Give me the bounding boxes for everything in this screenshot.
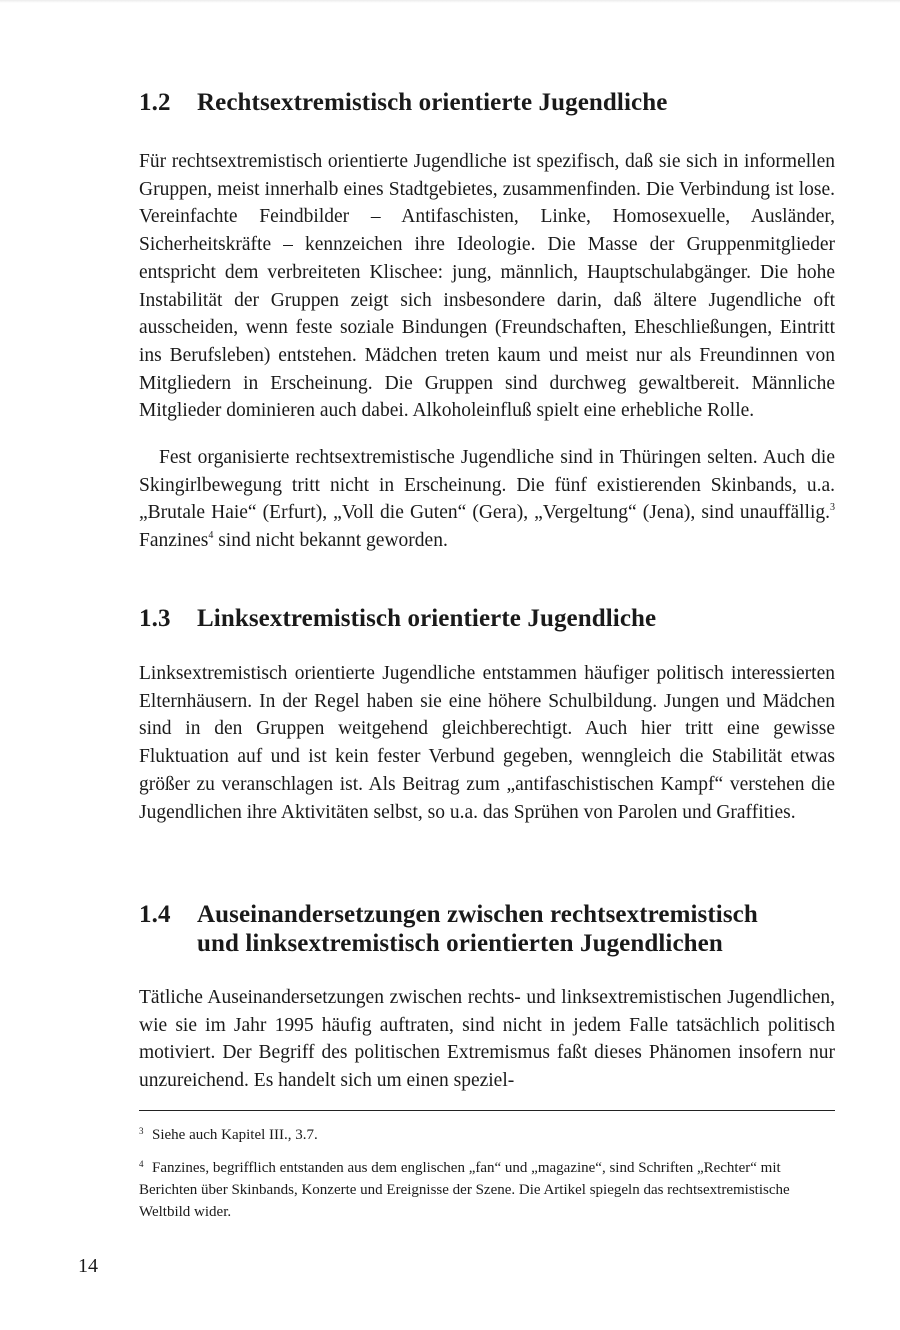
section-heading-1-4	[139, 900, 859, 958]
paragraph	[139, 444, 835, 555]
section-heading-1-3	[139, 604, 859, 633]
section-number: 1.3	[139, 605, 171, 632]
footnote-ref: 3	[830, 502, 835, 514]
section-title	[197, 900, 837, 958]
footnote-divider	[139, 1110, 835, 1111]
footnote-text: Siehe auch Kapitel III., 3.7.	[152, 1127, 318, 1143]
paragraph: Für rechtsextremistisch orientierte Jugendliche ist spezifisch, daß sie sich in informellen Gruppen, meist innerhalb eines Stadtgebietes, zusammenfinden. Die Verbindung ist lose. Vereinfachte Feindbilder – Antifaschisten, Linke, Homosexuelle, Ausländer, Sicherheitskräfte – kennzeichen ihre Ideologie. Die Masse der Gruppenmitglieder entspricht dem verbreiteten Klischee: jung, männlich, Hauptschulabgänger. Die hohe Instabilität der Gruppen zeigt sich insbesondere darin, daß ältere Jugendliche oft ausscheiden, wenn feste soziale Bindungen (Freundschaften, Eheschließungen, Eintritt ins Berufsleben) entstehen. Mädchen treten kaum und meist nur als Freundinnen von Mitgliedern in Erscheinung. Die Gruppen sind durchweg gewaltbereit. Männliche Mitglieder dominieren auch dabei. Alkoholeinfluß spielt eine erhebliche Rolle.	[139, 151, 835, 422]
footnote: 3 Siehe auch Kapitel III., 3.7.	[139, 1126, 318, 1143]
section-title: Rechtsextremistisch orientierte Jugendliche	[197, 89, 668, 116]
footnote-text: Fanzines, begrifflich entstanden aus dem englischen „fan“ und „magazine“, sind Schriften „Rechter“ mit Berichten über Skinbands, Konzerte und Ereignisse der Szene. Die Artikel spiegeln das rechtsextremistische Weltbild wider.	[139, 1160, 790, 1220]
paragraph: Tätliche Auseinandersetzungen zwischen rechts- und linksextremistischen Jugendlichen, wie sie im Jahr 1995 häufig auftraten, sind nicht in jedem Falle tatsächlich politisch motiviert. Der Begriff des politischen Extremismus faßt dieses Phänomen insofern nur unzureichend. Es handelt sich um einen speziel-	[139, 987, 835, 1092]
section-title: Linksextremistisch orientierte Jugendliche	[197, 605, 657, 632]
paragraph-text: Fest organisierte rechtsextremistische Jugendliche sind in Thüringen selten. Auch die Skingirlbewegung tritt nicht in Erscheinung. Die fünf existierenden Skinbands, u.a. „Brutale Haie“ (Erfurt), „Voll die Guten“ (Gera), „Vergeltung“ (Jena), sind unauffällig.	[139, 447, 835, 524]
footnote: 4 Fanzines, begrifflich entstanden aus dem englischen „fan“ und „magazine“, sind Schriften „Rechter“ mit Berichten über Skinbands, Konzerte und Ereignisse der Szene. Die Artikel spiegeln das rechtsextremistische Weltbild wider.	[139, 1159, 790, 1220]
section-heading-1-2	[139, 88, 859, 117]
paragraph-text: sind nicht bekannt geworden.	[213, 530, 448, 552]
page-number: 14	[78, 1255, 98, 1277]
page-top-edge	[0, 0, 900, 3]
paragraph: Linksextremistisch orientierte Jugendliche entstammen häufiger politisch interessierten Elternhäusern. In der Regel haben sie eine höhere Schulbildung. Jungen und Mädchen sind in den Gruppen weitgehend gleichberechtigt. Auch hier tritt eine gewisse Fluktuation auf und ist kein fester Verbund gegeben, wenngleich die Stabilität etwas größer zu veranschlagen ist. Als Beitrag zum „antifaschistischen Kampf“ verstehen die Jugendlichen ihre Aktivitäten selbst, so u.a. das Sprühen von Parolen und Graffities.	[139, 663, 835, 823]
section-title-line: Auseinandersetzungen zwischen rechtsextremistisch	[197, 901, 758, 928]
section-number: 1.2	[139, 89, 171, 116]
section-title-line: und linksextremistisch orientierten Jugendlichen	[197, 930, 723, 957]
footnote-ref: 4	[208, 530, 214, 542]
section-number: 1.4	[139, 901, 171, 928]
paragraph-text: Fanzines	[139, 530, 209, 552]
